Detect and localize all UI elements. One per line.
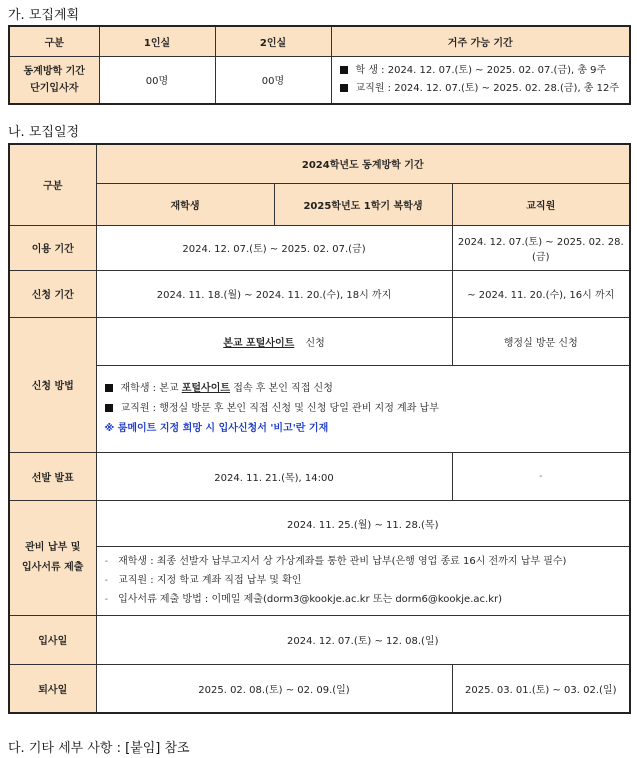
payment-label-line-1: 관비 납부 및: [25, 541, 81, 553]
apply-period-staff: ~ 2024. 11. 20.(수), 16시 까지: [452, 270, 630, 317]
dash-bullet: -: [104, 556, 109, 567]
method-line1-suffix: 접속 후 본인 직접 신청: [233, 382, 333, 394]
payment-date: 2024. 11. 25.(월) ~ 11. 28.(목): [96, 500, 630, 546]
square-bullet-icon: [105, 404, 113, 412]
use-period-student: 2024. 12. 07.(토) ~ 2025. 02. 07.(금): [96, 225, 452, 270]
payment-line2: 교직원 : 지정 학교 계좌 직접 납부 및 확인: [118, 575, 302, 586]
payment-label: [9, 500, 96, 615]
portal-site-link-2[interactable]: 포털사이트: [181, 382, 231, 394]
header-stay-period: 거주 가능 기간: [331, 26, 630, 56]
section-a-title: 가. 모집계획: [8, 8, 80, 23]
apply-method-portal: [96, 317, 452, 365]
col-staff: 교직원: [452, 183, 630, 225]
square-bullet-icon: [340, 66, 348, 74]
header-single-room: 1인실: [99, 26, 215, 56]
row-label-line-2: 단기입사자: [30, 82, 79, 94]
winter-break-header: 2024학년도 동계방학 기간: [96, 144, 630, 183]
row-label-line-1: 동계방학 기간: [23, 65, 85, 77]
apply-method-staff: 행정실 방문 신청: [452, 317, 630, 365]
recruitment-schedule-table: [8, 143, 631, 714]
announce-staff: -: [452, 452, 630, 500]
header-category: 구분: [9, 26, 99, 56]
payment-details: [96, 546, 630, 615]
section-c-title: 다. 기타 세부 사항 : [붙임] 참조: [8, 741, 190, 756]
method-line2: 교직원 : 행정실 방문 후 본인 직접 신청 및 신청 당일 관비 지정 계좌 납부: [120, 402, 439, 414]
checkin-label: 입사일: [9, 615, 96, 664]
apply-period-label: 신청 기간: [9, 270, 96, 317]
checkout-student: 2025. 02. 08.(토) ~ 02. 09.(일): [96, 664, 452, 713]
announce-label: 선발 발표: [9, 452, 96, 500]
portal-site-link[interactable]: 본교 포털사이트: [223, 337, 295, 349]
checkout-staff: 2025. 03. 01.(토) ~ 03. 02.(일): [452, 664, 630, 713]
schedule-category: 구분: [9, 144, 96, 225]
apply-method-details: [96, 365, 630, 452]
header-double-room: 2인실: [215, 26, 331, 56]
col-returning-student: 2025학년도 1학기 복학생: [274, 183, 452, 225]
stay-period-cell: [331, 56, 630, 104]
payment-line1: 재학생 : 최종 선발자 납부고지서 상 가상계좌를 통한 관비 납부(은행 영업 종료 16시 전까지 납부 필수): [118, 556, 567, 567]
checkout-label: 퇴사일: [9, 664, 96, 713]
recruitment-plan-table: [8, 25, 631, 105]
col-current-student: 재학생: [96, 183, 274, 225]
double-room-count: 00명: [215, 56, 331, 104]
period-student: 학 생 : 2024. 12. 07.(토) ~ 2025. 02. 07.(금), 총 9주: [355, 64, 607, 76]
single-room-count: 00명: [99, 56, 215, 104]
apply-period-student: 2024. 11. 18.(월) ~ 2024. 11. 20.(수), 18시 까지: [96, 270, 452, 317]
payment-line3: 입사서류 제출 방법 : 이메일 제출(dorm3@kookje.ac.kr 또는 dorm6@kookje.ac.kr): [118, 594, 502, 605]
apply-method-label: 신청 방법: [9, 317, 96, 452]
method-line1-prefix: 재학생 : 본교: [120, 382, 179, 394]
checkin-date: 2024. 12. 07.(토) ~ 12. 08.(일): [96, 615, 630, 664]
row-label-short-term: [9, 56, 99, 104]
portal-suffix: 신청: [305, 337, 325, 349]
use-period-label: 이용 기간: [9, 225, 96, 270]
dash-bullet: -: [104, 594, 109, 605]
dash-bullet: -: [104, 575, 109, 586]
use-period-staff: 2024. 12. 07.(토) ~ 2025. 02. 28.(금): [452, 225, 630, 270]
roommate-note: ※ 룸메이트 지정 희망 시 입사신청서 '비고'란 기재: [104, 422, 329, 434]
period-staff: 교직원 : 2024. 12. 07.(토) ~ 2025. 02. 28.(금), 총 12주: [355, 82, 620, 94]
square-bullet-icon: [105, 384, 113, 392]
payment-label-line-2: 입사서류 제출: [22, 561, 84, 573]
square-bullet-icon: [340, 84, 348, 92]
section-b-title: 나. 모집일정: [8, 125, 80, 140]
announce-student: 2024. 11. 21.(목), 14:00: [96, 452, 452, 500]
